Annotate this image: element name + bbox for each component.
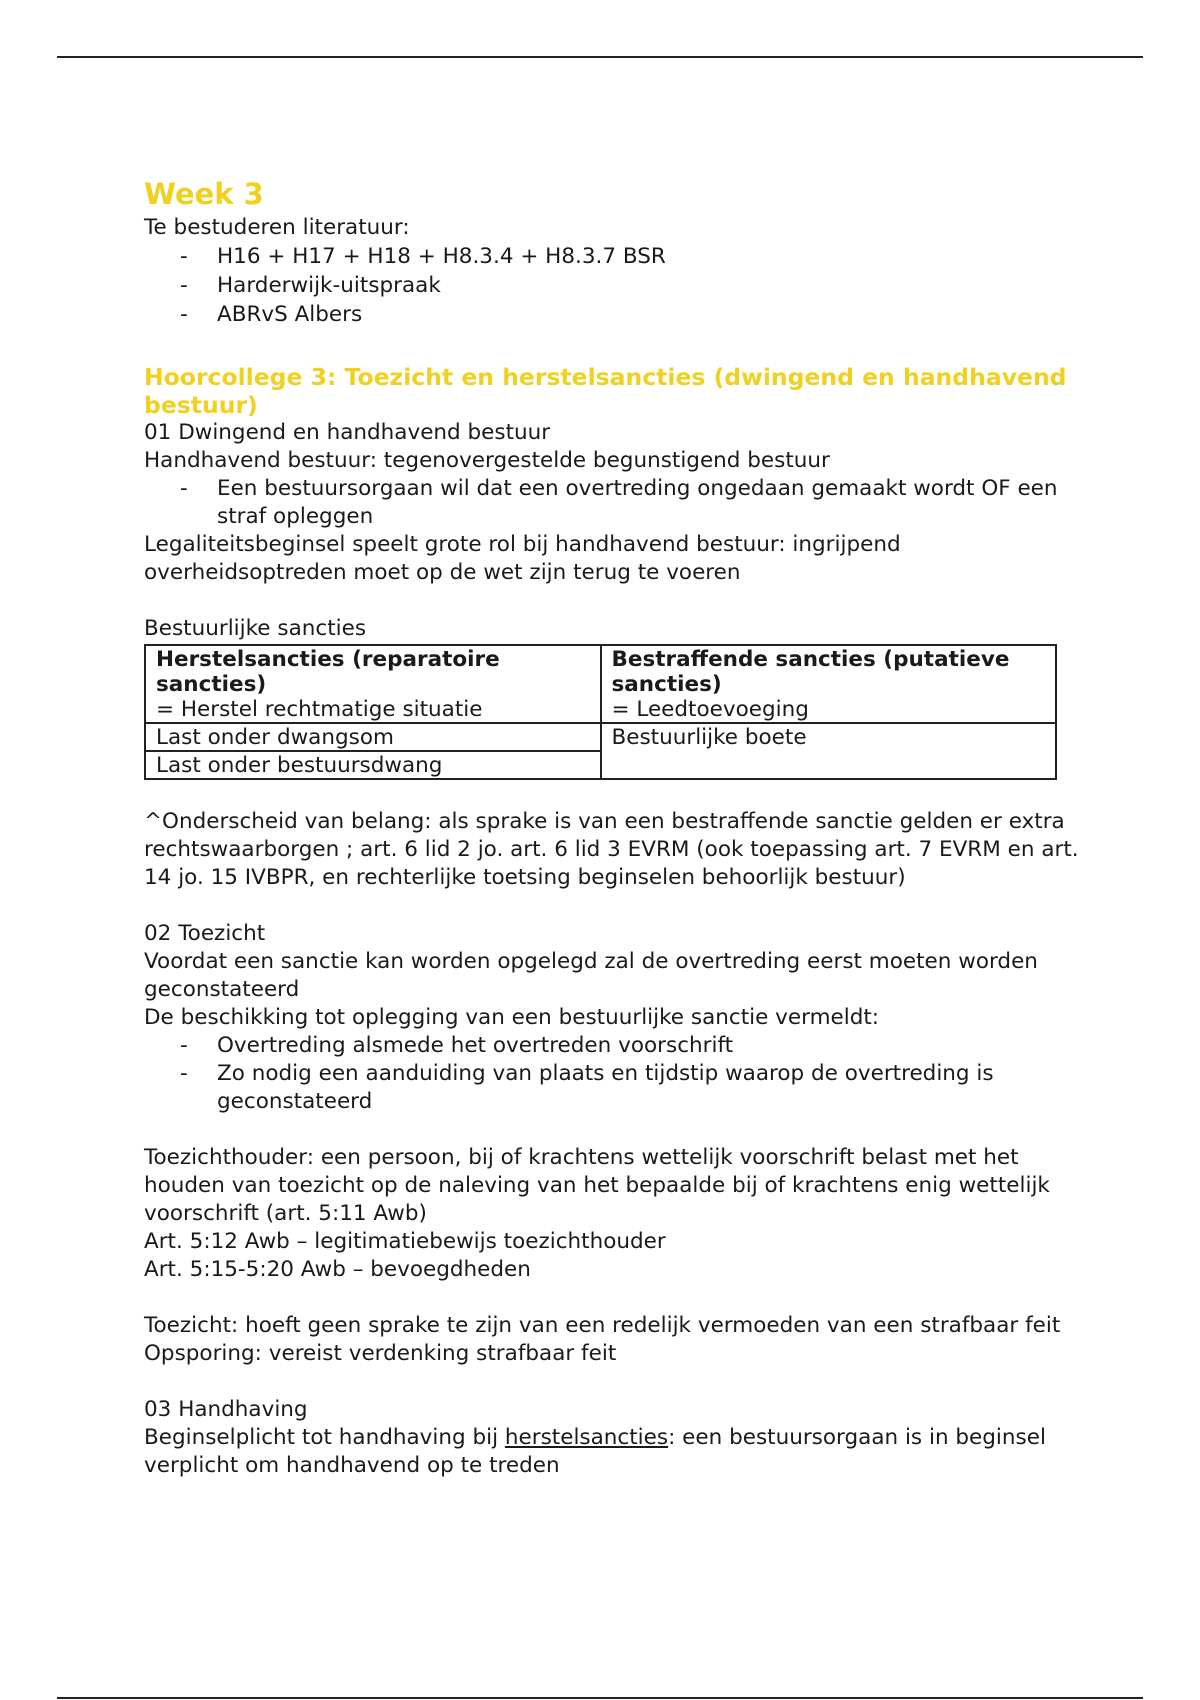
week-title: Week 3 <box>144 177 264 211</box>
list-item: - Een bestuursorgaan wil dat een overtreding ongedaan gemaakt wordt OF een straf opleggen <box>144 475 1084 531</box>
column-subtitle: = Herstel rechtmatige situatie <box>156 697 483 722</box>
paragraph: Toezichthouder: een persoon, bij of krachtens wettelijk voorschrift belast met het houden van toezicht op de naleving van het bepaalde bij of krachtens enig wettelijk voorschrift (art. 5:11 Awb) <box>144 1145 1050 1226</box>
underlined-term: herstelsancties <box>504 1425 669 1450</box>
table-header-cell <box>145 645 601 723</box>
paragraph: Legaliteitsbeginsel speelt grote rol bij handhavend bestuur: ingrijpend overheidsoptreden moet op de wet zijn terug te voeren <box>144 532 901 585</box>
column-title: Bestraffende sancties (putatieve sancties) <box>611 647 1010 697</box>
table-cell: Bestuurlijke boete <box>601 723 1057 779</box>
paragraph: Voordat een sanctie kan worden opgelegd zal de overtreding eerst moeten worden geconstateerd <box>144 949 1038 1002</box>
table-cell: Last onder dwangsom <box>145 723 601 751</box>
paragraph: ^Onderscheid van belang: als sprake is van een bestraffende sanctie gelden er extra rechtswaarborgen ; art. 6 lid 2 jo. art. 6 lid 3 EVRM (ook toepassing art. 7 EVRM en art. 14 jo. 15 IVBPR, en rechterlijke toetsing beginselen behoorlijk bestuur) <box>144 809 1079 890</box>
table-caption: Bestuurlijke sancties <box>144 616 367 641</box>
bullet-list <box>144 475 1084 531</box>
section-heading: 03 Handhaving <box>144 1397 308 1422</box>
literature-list <box>144 242 1084 329</box>
section-heading: 01 Dwingend en handhavend bestuur <box>144 420 551 445</box>
paragraph: Art. 5:15-5:20 Awb – bevoegdheden <box>144 1257 531 1282</box>
column-subtitle: = Leedtoevoeging <box>611 697 809 722</box>
list-item: - ABRvS Albers <box>144 300 1084 329</box>
literature-intro: Te bestuderen literatuur: <box>144 215 410 240</box>
paragraph: Toezicht: hoeft geen sprake te zijn van een redelijk vermoeden van een strafbaar feit <box>144 1313 1061 1338</box>
lecture-title: Hoorcollege 3: Toezicht en herstelsancties (dwingend en handhavend bestuur) <box>144 363 1067 419</box>
list-item: - Zo nodig een aanduiding van plaats en tijdstip waarop de overtreding is geconstateerd <box>144 1060 1084 1116</box>
table-cell: Last onder bestuursdwang <box>145 751 601 779</box>
column-title: Herstelsancties (reparatoire sancties) <box>156 647 500 697</box>
text-span: Beginselplicht tot handhaving bij <box>144 1425 505 1450</box>
paragraph: Handhavend bestuur: tegenovergestelde begunstigend bestuur <box>144 448 830 473</box>
table-header-cell <box>601 645 1057 723</box>
bullet-list <box>144 1032 1084 1116</box>
sanctions-table <box>144 644 1057 780</box>
list-item: - Harderwijk-uitspraak <box>144 271 1084 300</box>
paragraph: Art. 5:12 Awb – legitimatiebewijs toezichthouder <box>144 1229 666 1254</box>
document-body <box>144 174 1084 1480</box>
paragraph: Opsporing: vereist verdenking strafbaar feit <box>144 1341 617 1366</box>
paragraph <box>144 1424 1084 1480</box>
paragraph: De beschikking tot oplegging van een bestuurlijke sanctie vermeldt: <box>144 1005 880 1030</box>
bottom-rule <box>57 1697 1143 1699</box>
list-item: - H16 + H17 + H18 + H8.3.4 + H8.3.7 BSR <box>144 242 1084 271</box>
top-rule <box>57 56 1143 58</box>
list-item: - Overtreding alsmede het overtreden voorschrift <box>144 1032 1084 1060</box>
text-span: : een bestuursorgaan is in beginsel verplicht om handhavend op te treden <box>144 1425 1046 1478</box>
section-heading: 02 Toezicht <box>144 921 266 946</box>
